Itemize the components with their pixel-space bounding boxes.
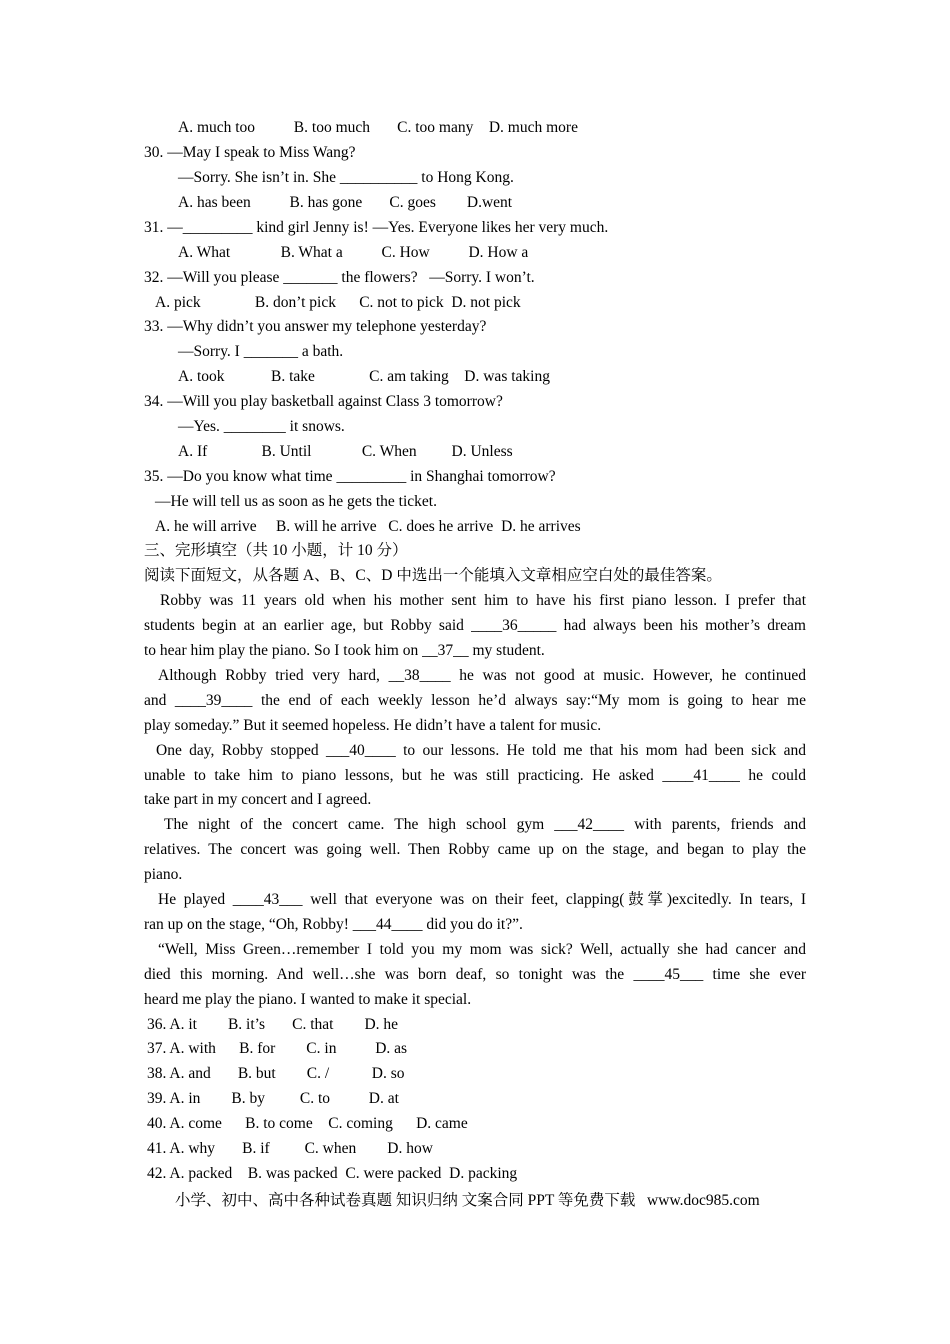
- passage-line: Although Robby tried very hard, __38____ he was not good at music. However, he continued: [158, 667, 806, 684]
- passage-line: He played ____43___ well that everyone was on their feet, clapping(鼓掌)excitedly. In tears, I: [158, 891, 806, 908]
- q34-question: 34. —Will you play basketball against Class 3 tomorrow?: [144, 393, 503, 410]
- passage-line: relatives. The concert was going well. Then Robby came up on the stage, and began to play the: [144, 841, 806, 858]
- passage-line: students begin at an earlier age, but Robby said ____36_____ had always been his mother’s dream: [144, 617, 806, 634]
- q30-options: A. has been B. has gone C. goes D.went: [178, 194, 513, 211]
- answer-options-39: 39. A. in B. by C. to D. at: [147, 1090, 399, 1107]
- passage-line: One day, Robby stopped ___40____ to our lessons. He told me that his mom had been sick and: [156, 742, 806, 759]
- page-footer: 小学、初中、高中各种试卷真题 知识归纳 文案合同 PPT 等免费下载 www.doc985.com: [175, 1192, 760, 1209]
- passage-line: take part in my concert and I agreed.: [144, 791, 372, 808]
- q29-options: A. much too B. too much C. too many D. much more: [178, 119, 578, 136]
- passage-line: “Well, Miss Green…remember I told you my mom was sick? Well, actually she had cancer and: [158, 941, 806, 958]
- q35-question: 35. —Do you know what time _________ in Shanghai tomorrow?: [144, 468, 556, 485]
- passage-line: Robby was 11 years old when his mother sent him to have his first piano lesson. I prefer that: [160, 592, 806, 609]
- q35-options: A. he will arrive B. will he arrive C. does he arrive D. he arrives: [155, 518, 581, 535]
- passage-line: The night of the concert came. The high school gym ___42____ with parents, friends and: [164, 816, 806, 833]
- passage-line: unable to take him to piano lessons, but he was still practicing. He asked ____41____ he could: [144, 767, 806, 784]
- q31-question: 31. —_________ kind girl Jenny is! —Yes. Everyone likes her very much.: [144, 219, 609, 236]
- section-heading: 三、完形填空（共 10 小题，计 10 分）: [144, 542, 408, 559]
- q35-response: —He will tell us as soon as he gets the ticket.: [155, 493, 437, 510]
- passage-line: and ____39____ the end of each weekly lesson he’d always say:“My mom is going to hear me: [144, 692, 806, 709]
- q32-options: A. pick B. don’t pick C. not to pick D. not pick: [155, 294, 521, 311]
- passage-line: piano.: [144, 866, 183, 883]
- answer-options-37: 37. A. with B. for C. in D. as: [147, 1040, 408, 1057]
- section-instructions: 阅读下面短文，从各题 A、B、C、D 中选出一个能填入文章相应空白处的最佳答案。: [144, 567, 722, 584]
- passage-line: ran up on the stage, “Oh, Robby! ___44____ did you do it?”.: [144, 916, 523, 933]
- passage-line: heard me play the piano. I wanted to make it special.: [144, 991, 472, 1008]
- answer-options-36: 36. A. it B. it’s C. that D. he: [147, 1016, 399, 1033]
- answer-options-40: 40. A. come B. to come C. coming D. came: [147, 1115, 468, 1132]
- answer-options-41: 41. A. why B. if C. when D. how: [147, 1140, 433, 1157]
- q34-response: —Yes. ________ it snows.: [178, 418, 345, 435]
- q32-question: 32. —Will you please _______ the flowers? —Sorry. I won’t.: [144, 269, 535, 286]
- q34-options: A. If B. Until C. When D. Unless: [178, 443, 513, 460]
- q33-question: 33. —Why didn’t you answer my telephone yesterday?: [144, 318, 487, 335]
- passage-line: to hear him play the piano. So I took him on __37__ my student.: [144, 642, 545, 659]
- q33-options: A. took B. take C. am taking D. was taking: [178, 368, 550, 385]
- q30-question: 30. —May I speak to Miss Wang?: [144, 144, 356, 161]
- q31-options: A. What B. What a C. How D. How a: [178, 244, 529, 261]
- answer-options-42: 42. A. packed B. was packed C. were packed D. packing: [147, 1165, 518, 1182]
- q33-response: —Sorry. I _______ a bath.: [178, 343, 344, 360]
- q30-response: —Sorry. She isn’t in. She __________ to Hong Kong.: [178, 169, 514, 186]
- passage-line: play someday.” But it seemed hopeless. He didn’t have a talent for music.: [144, 717, 602, 734]
- passage-line: died this morning. And well…she was born deaf, so tonight was the ____45___ time she ever: [144, 966, 806, 983]
- answer-options-38: 38. A. and B. but C. / D. so: [147, 1065, 405, 1082]
